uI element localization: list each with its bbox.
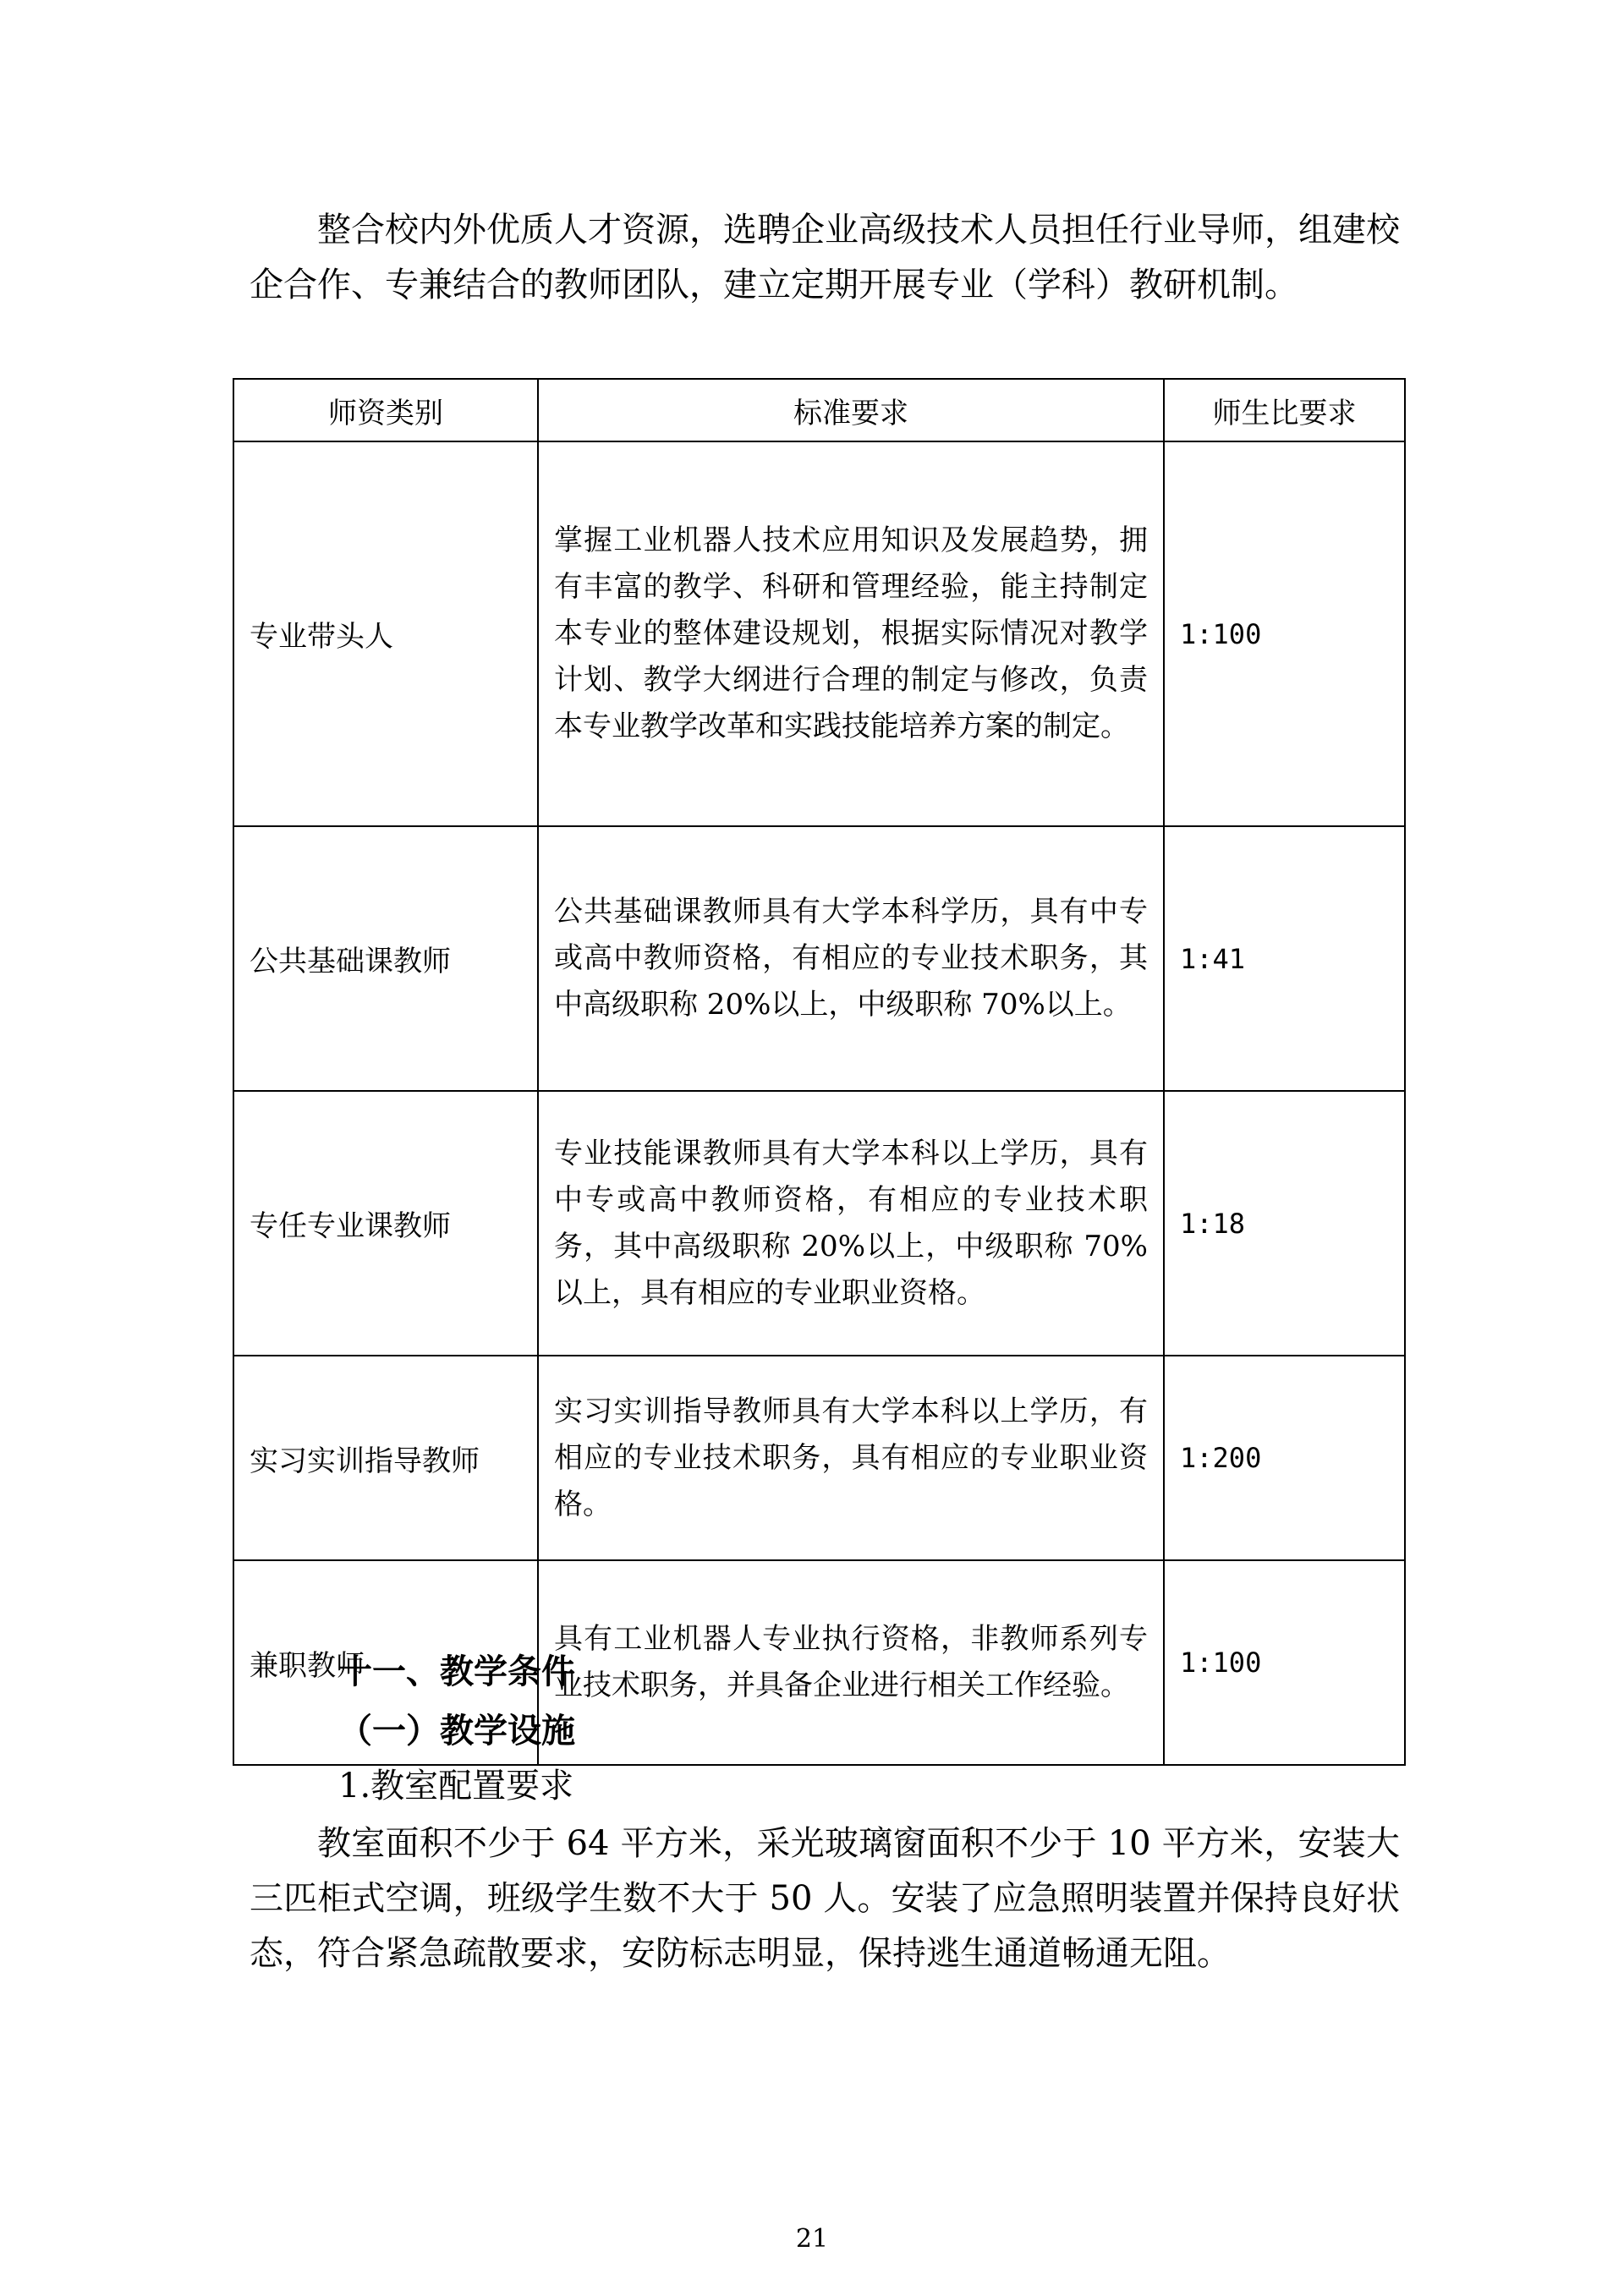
table-header-row: [233, 379, 1405, 441]
requirement-cell: 公共基础课教师具有大学本科学历，具有中专或高中教师资格，有相应的专业技术职务，其中高级职称 20%以上，中级职称 70%以上。: [538, 826, 1164, 1091]
header-category: 师资类别: [233, 379, 538, 441]
category-cell: 专业带头人: [233, 441, 538, 826]
item-heading: 1.教室配置要求: [338, 1767, 574, 1806]
header-ratio: 师生比要求: [1164, 379, 1405, 441]
ratio-cell: 1:41: [1164, 826, 1405, 1091]
table-row: [233, 441, 1405, 826]
ratio-cell: 1:18: [1164, 1091, 1405, 1356]
classroom-paragraph: 教室面积不少于 64 平方米，采光玻璃窗面积不少于 10 平方米，安装大三匹柜式空调，班级学生数不大于 50 人。安装了应急照明装置并保持良好状态，符合紧急疏散要求，安防标志明显，保持逃生通道畅通无阻。: [250, 1824, 1400, 1973]
subsection-heading: （一）教学设施: [338, 1711, 575, 1751]
teacher-requirements-table: [233, 378, 1406, 1766]
table-row: [233, 1356, 1405, 1560]
category-cell: 实习实训指导教师: [233, 1356, 538, 1560]
ratio-cell: 1:100: [1164, 1560, 1405, 1765]
intro-paragraph: 整合校内外优质人才资源，选聘企业高级技术人员担任行业导师，组建校企合作、专兼结合的教师团队，建立定期开展专业（学科）教研机制。: [250, 211, 1400, 304]
requirement-cell: 专业技能课教师具有大学本科以上学历，具有中专或高中教师资格，有相应的专业技术职务，其中高级职称 20%以上，中级职称 70%以上，具有相应的专业职业资格。: [538, 1091, 1164, 1356]
requirement-cell: 具有工业机器人专业执行资格，非教师系列专业技术职务，并具备企业进行相关工作经验。: [538, 1560, 1164, 1765]
requirement-cell: 实习实训指导教师具有大学本科以上学历，有相应的专业技术职务，具有相应的专业职业资格。: [538, 1356, 1164, 1560]
category-cell: 兼职教师: [233, 1560, 538, 1765]
header-requirement: 标准要求: [538, 379, 1164, 441]
requirement-cell: 掌握工业机器人技术应用知识及发展趋势，拥有丰富的教学、科研和管理经验，能主持制定本专业的整体建设规划，根据实际情况对教学计划、教学大纲进行合理的制定与修改，负责本专业教学改革和实践技能培养方案的制定。: [538, 441, 1164, 826]
table-row: [233, 1091, 1405, 1356]
category-cell: 专任专业课教师: [233, 1091, 538, 1356]
table-row: [233, 826, 1405, 1091]
ratio-cell: 1:100: [1164, 441, 1405, 826]
page-number: 21: [795, 2224, 829, 2254]
ratio-cell: 1:200: [1164, 1356, 1405, 1560]
section-heading: 十一、教学条件: [338, 1652, 575, 1691]
category-cell: 公共基础课教师: [233, 826, 538, 1091]
